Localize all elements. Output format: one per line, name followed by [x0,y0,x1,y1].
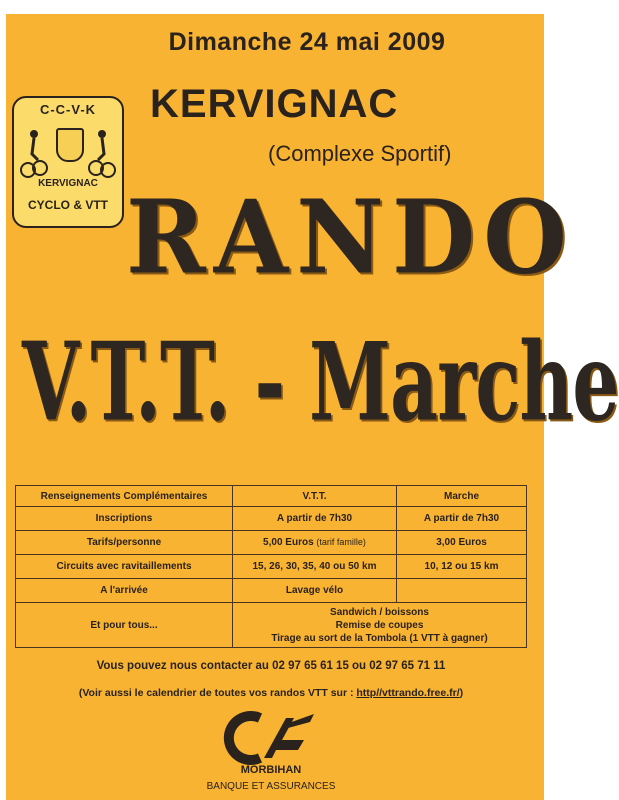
vtt-cell [233,531,397,555]
event-city: KERVIGNAC [150,82,399,126]
logo-acronym: C-C-V-K [39,102,97,117]
contact-line: Vous pouvez nous contacter au 02 97 65 61 15 ou 02 97 65 71 11 [96,660,446,672]
website-link[interactable]: http//vttrando.free.fr/ [356,687,460,699]
logo-club: CYCLO & VTT [28,198,108,212]
calendar-text: (Voir aussi le calendrier de toutes vos randos VTT sur : [78,687,357,699]
row-label: Inscriptions [16,507,233,531]
vtt-cell: A partir de 7h30 [233,507,397,531]
cyclist-left-icon [20,124,48,180]
calendar-line [0,687,542,699]
table-row [16,603,527,648]
vtt-cell: 15, 26, 30, 35, 40 ou 50 km [233,555,397,579]
club-logo [12,96,124,228]
row-label: Tarifs/personne [16,531,233,555]
table-row [16,531,527,555]
event-date: Dimanche 24 mai 2009 [168,28,446,56]
logo-town: KERVIGNAC [38,178,98,189]
price-note: (tarif famille) [316,537,366,547]
table-row [16,555,527,579]
info-table [15,485,527,648]
price-value: 5,00 Euros [263,537,314,548]
event-venue: (Complexe Sportif) [268,141,452,166]
sponsor-tagline: BANQUE ET ASSURANCES [206,781,336,792]
sponsor-name: MORBIHAN [240,764,302,776]
shared-cell: Lavage vélo [233,579,397,603]
marche-cell: A partir de 7h30 [397,507,527,531]
extra-line: Remise de coupes [335,619,424,631]
row-label: A l'arrivée [16,579,233,603]
marche-cell: 3,00 Euros [397,531,527,555]
event-activities: V.T.T. - Marche [22,318,619,445]
table-row [16,579,527,603]
credit-agricole-logo-icon [224,712,318,764]
calendar-close: ) [459,687,464,699]
table-header: V.T.T. [233,486,397,507]
shared-cell [233,603,527,648]
crest-icon [56,128,84,162]
row-label: Circuits avec ravitaillements [16,555,233,579]
row-label: Et pour tous... [16,603,233,648]
marche-cell: 10, 12 ou 15 km [397,555,527,579]
event-title: RANDO [126,178,575,297]
extra-line: Tirage au sort de la Tombola (1 VTT à gagner) [271,632,488,644]
empty-cell [397,579,527,603]
table-header: Marche [397,486,527,507]
table-header: Renseignements Complémentaires [16,486,233,507]
cyclist-right-icon [88,124,116,180]
table-header-row [16,486,527,507]
extra-line: Sandwich / boissons [330,606,429,618]
table-row [16,507,527,531]
